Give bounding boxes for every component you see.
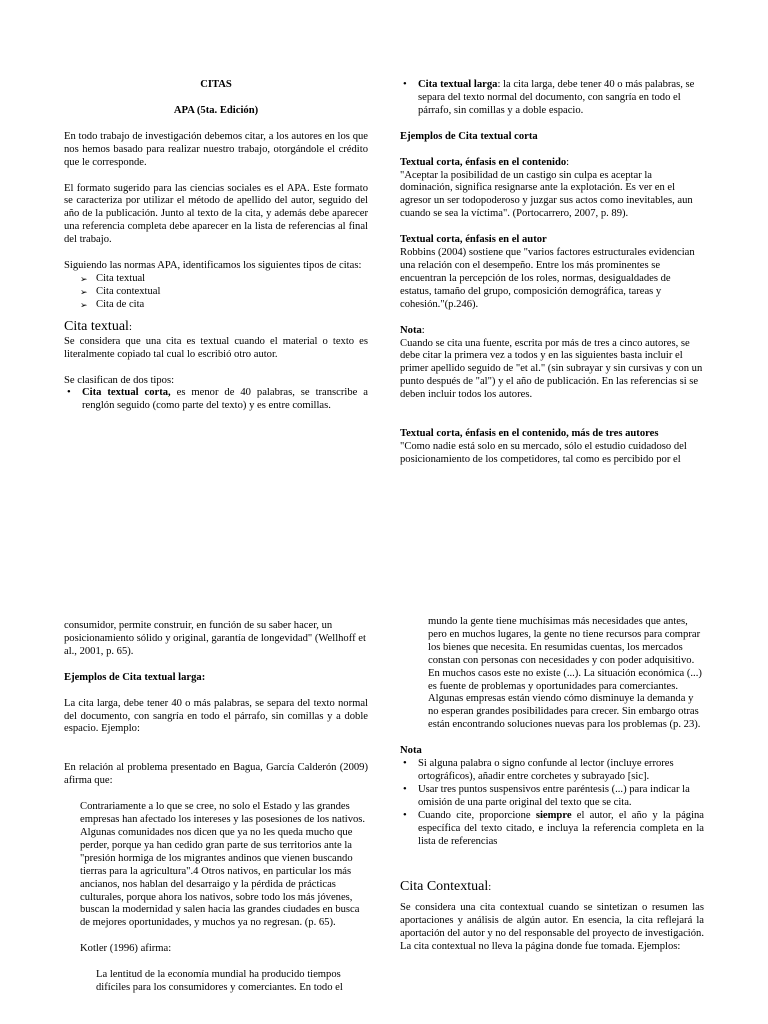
nota-heading <box>400 325 704 338</box>
long-cite-definition: La cita larga, debe tener 40 o más palabras, se separa del texto normal del documento, con sangría en todo el párrafo, sin comillas y a doble espacio. Ejemplo: <box>64 697 368 735</box>
block-quote-kotler-start: La lentitud de la economía mundial ha producido tiempos difíciles para los consumidores y comerciantes. En todo el <box>96 969 343 994</box>
list-item <box>400 810 704 849</box>
nota-text: Cuando se cita una fuente, escrita por más de tres a cinco autores, se debe citar la primera vez a todos y en las siguientes basta incluir el primer apellido seguido de "et al." (sin subrayar y sin cursivas y con un punto después de "al") y el año de publicación. En las referencias si se deben incluir todos los autores. <box>400 337 703 401</box>
top-left-column <box>64 79 368 413</box>
types-list <box>64 273 368 312</box>
top-right-column <box>400 79 704 467</box>
bottom-left-column <box>64 620 368 995</box>
heading-text: Textual corta, énfasis en el contenido <box>400 156 567 168</box>
list-item: • Si alguna palabra o signo confunde al lector (incluye errores ortográficos), añadir entre corchetes y subrayado [sic]. <box>400 758 704 784</box>
bottom-right-column <box>400 616 704 954</box>
heading-text: Cita Contextual <box>400 879 489 895</box>
heading-colon: : <box>566 156 570 168</box>
apa-paragraph: El formato sugerido para las ciencias sociales es el APA. Este formato se caracteriza por utilizar el método de apellido del autor, seguido del año de la publicación. Junto al texto de la cita, y además debe aparecer una referencia completa debe aparecer en la lista de referencias al final del trabajo. <box>64 182 368 246</box>
textual-definition: Se considera que una cita es textual cuando el material o texto es literalmente copiado tal cual lo escribió otro autor. <box>64 335 368 360</box>
section-heading-cita-textual <box>64 318 368 336</box>
emphasis-content-heading <box>400 157 704 170</box>
list-item: • Usar tres puntos suspensivos entre paréntesis (...) para indicar la omisión de una parte original del texto que se cita. <box>400 784 704 810</box>
list-item <box>400 79 704 118</box>
bullet-bold: siempre <box>535 809 572 821</box>
list-item: ➢ Cita textual <box>64 273 368 286</box>
document-subtitle: APA (5ta. Edición) <box>173 104 259 116</box>
examples-short-heading: Ejemplos de Cita textual corta <box>400 130 538 142</box>
contextual-definition: Se considera una cita contextual cuando se sintetizan o resumen las aportaciones y análisis de algún autor. En esencia, la cita reflejará la aportación del autor y no del responsable del proyecto de investigación. La cita contextual no lleva la página donde fue tomada. Ejemplos: <box>400 902 704 953</box>
nota-heading-2: Nota <box>400 745 422 757</box>
long-cite-list <box>400 79 704 118</box>
bullet-text: el autor, el año y la página específica del texto citado, e incluya la referencia completa en la lista de referencias <box>418 809 705 847</box>
bullet-bold: Cita textual larga <box>418 79 498 90</box>
list-item <box>64 387 368 413</box>
section-heading-cita-contextual <box>400 878 704 896</box>
nota-label: Nota <box>400 324 422 336</box>
bagua-intro: En relación al problema presentado en Bagua, García Calderón (2009) afirma que: <box>64 762 368 787</box>
classify-list <box>64 387 368 413</box>
intro-paragraph: En todo trabajo de investigación debemos citar, a los autores en los que nos hemos basado para realizar nuestro trabajo, otorgándole el crédito que le corresponde. <box>64 130 368 168</box>
list-item: ➢ Cita contextual <box>64 286 368 299</box>
quote-portocarrero: "Aceptar la posibilidad de un castigo sin culpa es aceptar la dominación, significa resignarse ante la explotación. Es ver en el agresor un ser todopoderoso y juzgar sus actos como inevitables, aun cuando se sea la víctima". (Portocarrero, 2007, p. 89). <box>400 169 693 220</box>
quote-wellhoff-end: consumidor, permite construir, en función de su saber hacer, un posicionamiento sólido y original, garantía de longevidad" (Wellhoff et al., 2001, p. 65). <box>64 620 366 657</box>
heading-text: Cita textual <box>64 318 129 334</box>
block-quote-garcia: Contrariamente a lo que se cree, no solo el Estado y las grandes empresas han afectado los intereses y las posesiones de los nativos. Algunas comunidades nos dicen que ya no les queda mucho que perder, porque ya han cedido gran parte de sus territorios ante la "presión hormiga de los migrantes andinos que vienen buscando tierras para la agricultura".4 Otros nativos, en particular los más ancianos, nos hablan del desarraigo y la pérdida de prácticas culturales, porque ahora los nativos, sobre todo los más jóvenes, buscan la modernidad y salen hacia las grandes ciudades en busca de mejores oportunidades, y muchos ya no regresan. (p. 65). <box>80 801 366 929</box>
heading-colon: : <box>488 882 492 894</box>
kotler-intro: Kotler (1996) afirma: <box>80 943 172 955</box>
quote-wellhoff-start: "Como nadie está solo en su mercado, sólo el estudio cuidadoso del posicionamiento de los competidores, tal como es percibido por el <box>400 440 687 465</box>
document-title: CITAS <box>200 79 232 90</box>
nota-list <box>400 758 704 848</box>
classify-intro: Se clasifican de dos tipos: <box>64 374 175 386</box>
examples-long-heading: Ejemplos de Cita textual larga: <box>64 671 206 683</box>
bullet-text: : la cita larga, debe tener 40 o más palabras, se separa del texto normal del documento, con sangría en todo el párrafo, sin comillas y a doble espacio. <box>418 79 695 116</box>
nota-colon: : <box>421 324 425 336</box>
bullet-text: Cuando cite, proporcione <box>418 809 536 821</box>
emphasis-author-heading: Textual corta, énfasis en el autor <box>400 234 547 246</box>
list-item: ➢ Cita de cita <box>64 299 368 312</box>
types-intro: Siguiendo las normas APA, identificamos los siguientes tipos de citas: <box>64 260 362 272</box>
bullet-bold: Cita textual corta, <box>82 387 171 399</box>
block-quote-kotler-end: mundo la gente tiene muchísimas más necesidades que antes, pero en muchos lugares, la gente no tiene recursos para comprar los bienes que necesita. En resumidas cuentas, los mercados constan con personas con necesidades y con poder adquisitivo. En muchos casos este no existe (...). La situación económica (...) es fuente de problemas y oportunidades para comerciantes. Algunas empresas están viendo cómo disminuye la demanda y no esperan grandes posibilidades para crecer. Sin embargo otras están encontrando soluciones nuevas para los problemas (p. 23). <box>428 616 702 731</box>
quote-robbins: Robbins (2004) sostiene que "varios factores estructurales evidencian una relación con el desempeño. Entre los más prominentes se encuentran la percepción de los roles, normas, desigualdades de estatus, tamaño del grupo, composición demográfica, tareas y cohesión."(p.246). <box>400 247 695 310</box>
bullet-text: es menor de 40 palabras, se transcribe a renglón seguido (como parte del texto) y es entre comillas. <box>82 387 369 412</box>
three-authors-heading: Textual corta, énfasis en el contenido, más de tres autores <box>400 428 659 440</box>
heading-colon: : <box>128 321 132 333</box>
